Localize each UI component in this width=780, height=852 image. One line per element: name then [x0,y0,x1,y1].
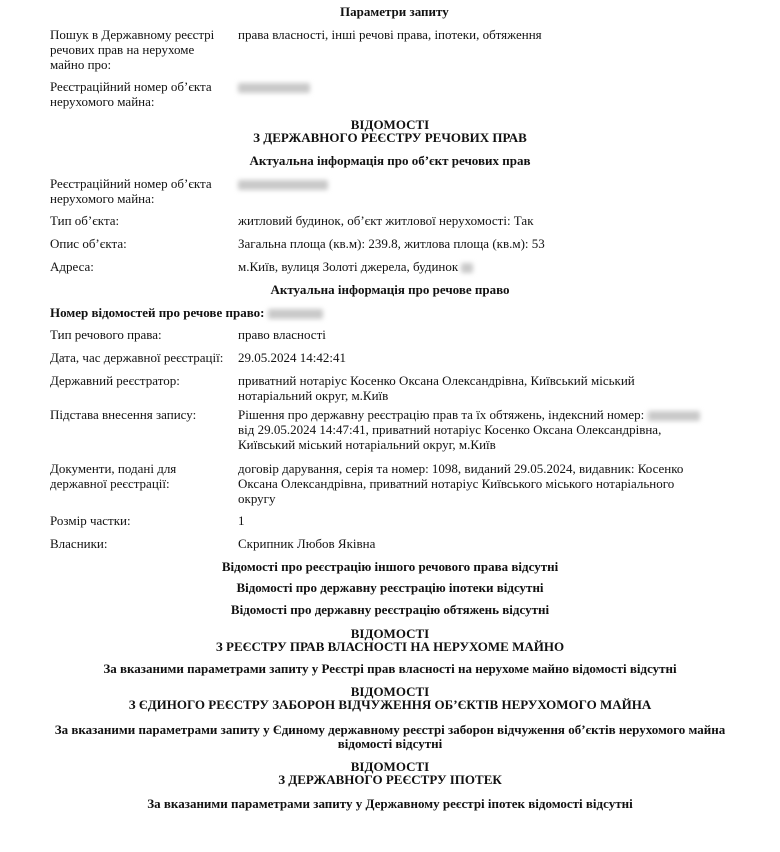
mortgage-heading-line2: З ДЕРЖАВНОГО РЕЄСТРУ ІПОТЕК [278,772,502,787]
registrar-label: Державний реєстратор: [50,373,180,388]
owners-value: Скрипник Любов Яківна [238,536,376,551]
query-reg-number-label: Реєстраційний номер об’єкта нерухомого майна: [50,79,212,109]
object-type-label: Тип об’єкта: [50,213,120,228]
object-reg-redacted [238,176,758,191]
address-value: м.Київ, вулиця Золоті джерела, будинок [238,259,459,274]
mortgage-heading-line1: ВІДОМОСТІ [350,759,430,774]
basis-value-line1: Рішення про державну реєстрацію прав та їх обтяжень, індексний номер: [238,407,645,422]
query-reg-number-redacted [238,79,758,94]
object-desc-value: Загальна площа (кв.м): 239.8, житлова площа (кв.м): 53 [238,236,545,251]
right-number-redacted [268,309,323,319]
search-value: права власності, інші речові права, іпотеки, обтяження [238,27,542,42]
object-type-value: житловий будинок, об’єкт житлової нерухомості: Так [238,213,534,228]
registrar-value: приватний нотаріус Косенко Оксана Олександрівна, Київський міський нотаріальний округ, м.Київ [238,373,635,403]
reg-date-label: Дата, час державної реєстрації: [50,350,224,365]
basis-label: Підстава внесення запису: [50,407,197,422]
ownership-heading-line1: ВІДОМОСТІ [350,626,430,641]
ownership-heading-line2: З РЕЄСТРУ ПРАВ ВЛАСНОСТІ НА НЕРУХОМЕ МАЙНО [215,639,565,654]
documents-value: договір дарування, серія та номер: 1098, виданий 29.05.2024, видавник: Косенко Оксана Олександрівна, приватний нотаріус Київського міського нотаріального округу [238,461,684,506]
documents-label: Документи, подані для державної реєстрації: [50,461,177,491]
object-subheading: Актуальна інформація про об’єкт речових прав [249,153,531,168]
bans-heading-line2: З ЄДИНОГО РЕЄСТРУ ЗАБОРОН ВІДЧУЖЕННЯ ОБ’ЄКТІВ НЕРУХОМОГО МАЙНА [128,697,652,712]
bans-heading-line1: ВІДОМОСТІ [350,684,430,699]
encumbrance-absent: Відомості про державну реєстрацію обтяжень відсутні [230,602,550,617]
basis-value [238,407,718,452]
address-row [238,259,758,274]
share-value: 1 [238,513,245,528]
object-reg-label: Реєстраційний номер об’єкта нерухомого майна: [50,176,212,206]
mortgage-result: За вказаними параметрами запиту у Державному реєстрі іпотек відомості відсутні [147,796,633,811]
right-number-label: Номер відомостей про речове право: [50,305,265,320]
other-right-absent: Відомості про реєстрацію іншого речового права відсутні [221,559,559,574]
object-desc-label: Опис об’єкта: [50,236,127,251]
basis-index-redacted [648,411,700,421]
query-params-title: Параметри запиту [340,4,449,19]
right-number-row [50,305,323,320]
reg-date-value: 29.05.2024 14:42:41 [238,350,346,365]
rights-heading-line2: З ДЕРЖАВНОГО РЕЄСТРУ РЕЧОВИХ ПРАВ [253,130,527,145]
right-subheading: Актуальна інформація про речове право [270,282,510,297]
right-type-value: право власності [238,327,326,342]
right-type-label: Тип речового права: [50,327,162,342]
search-label: Пошук в Державному реєстрі речових прав на нерухоме майно про: [50,27,215,72]
ownership-result: За вказаними параметрами запиту у Реєстрі прав власності на нерухоме майно відомості відсутні [103,661,677,676]
bans-result-line1: За вказаними параметрами запиту у Єдиному державному реєстрі заборон відчуження об’єктів нерухомого майна [54,722,726,737]
rights-heading-line1: ВІДОМОСТІ [350,117,430,132]
share-label: Розмір частки: [50,513,131,528]
bans-result-line2: відомості відсутні [337,736,443,751]
house-number-redacted [461,263,473,273]
mortgage-absent: Відомості про державну реєстрацію іпотеки відсутні [236,580,544,595]
address-label: Адреса: [50,259,94,274]
owners-label: Власники: [50,536,108,551]
basis-value-rest: від 29.05.2024 14:47:41, приватний нотаріус Косенко Оксана Олександрівна, Київський міський нотаріальний округ, м.Київ [238,422,662,452]
